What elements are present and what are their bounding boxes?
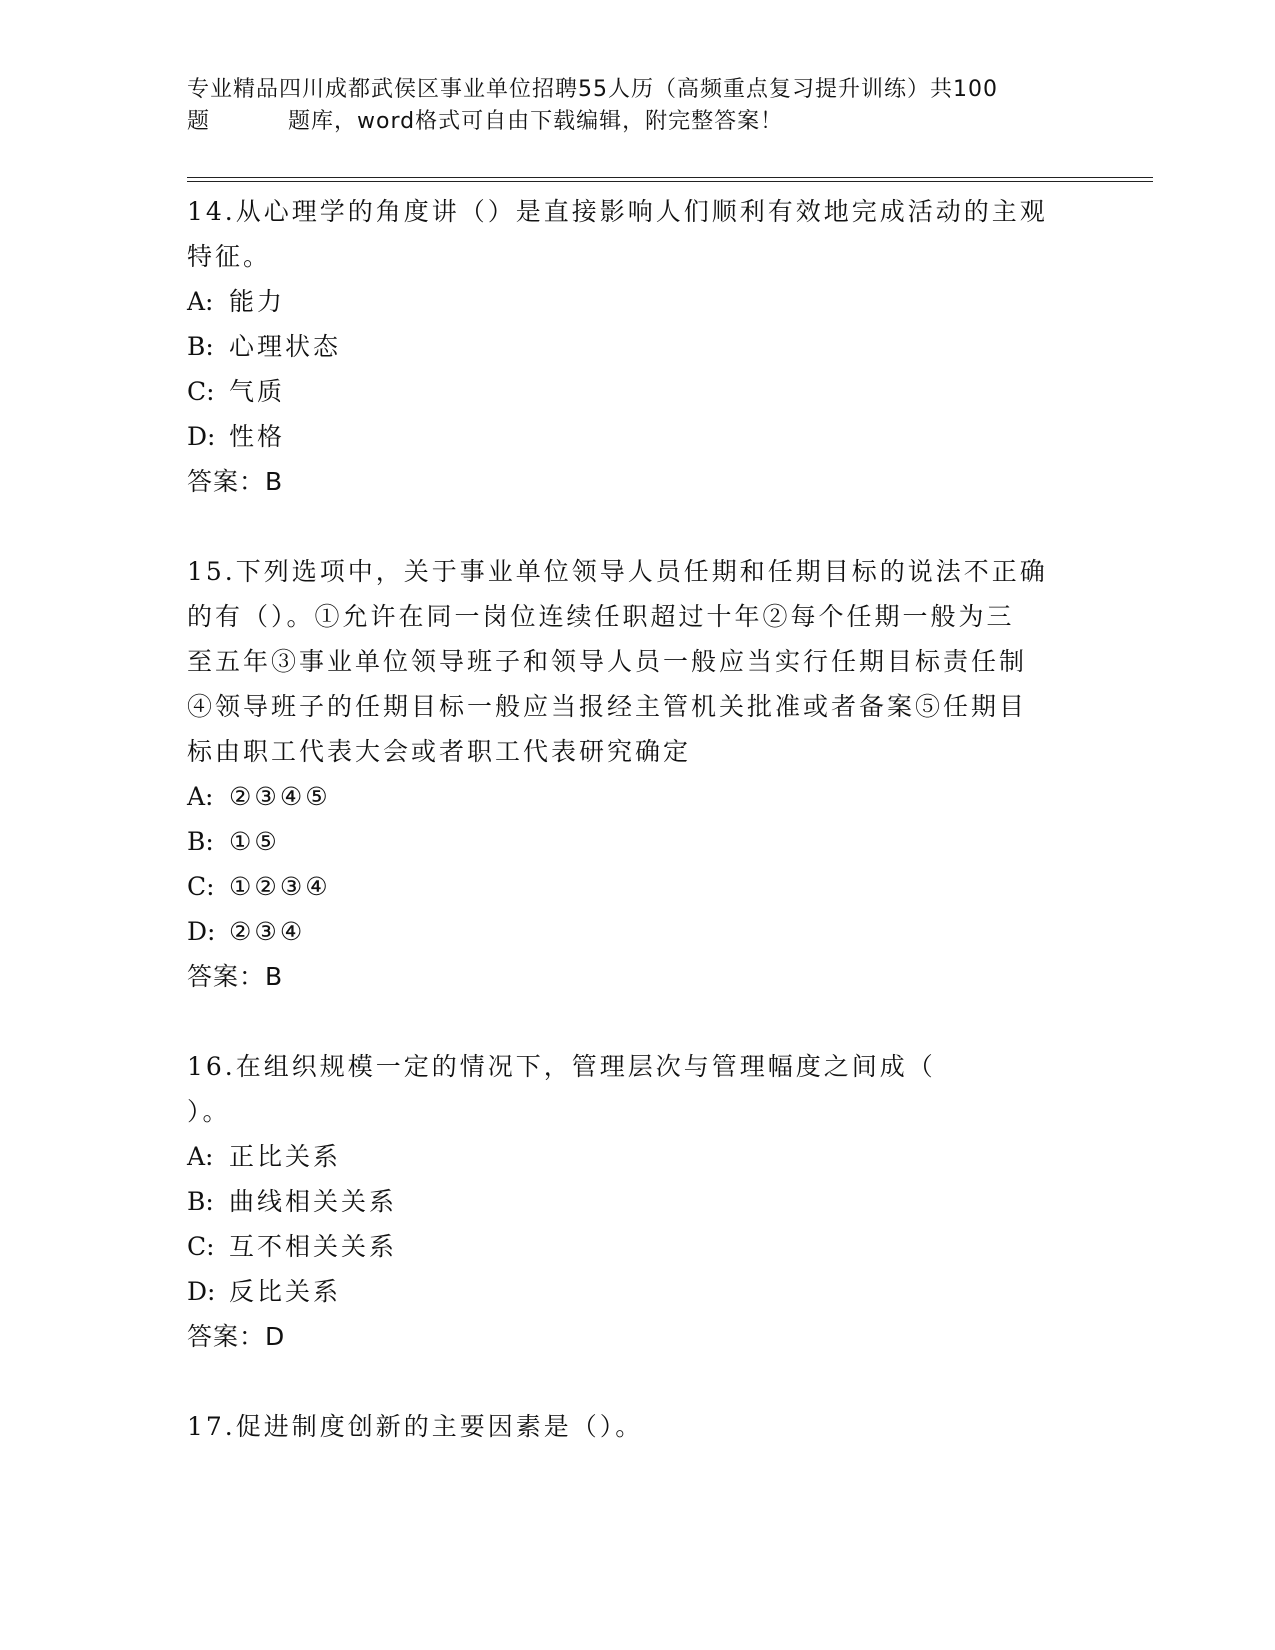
option-text: ①⑤ <box>229 827 280 856</box>
header-line-2-left: 题 <box>187 109 211 134</box>
question-14 <box>187 189 1087 504</box>
question-text-line: 17.促进制度创新的主要因素是（）。 <box>187 1412 644 1441</box>
question-text-line: 16.在组织规模一定的情况下，管理层次与管理幅度之间成（ <box>187 1052 936 1081</box>
question-text-line: 至五年③事业单位领导班子和领导人员一般应当实行任期目标责任制 <box>187 647 1028 676</box>
option-label: D: <box>187 422 216 451</box>
option-c <box>187 369 1087 414</box>
question-list <box>187 189 1087 1449</box>
question-text-line: ④领导班子的任期目标一般应当报经主管机关批准或者备案⑤任期目 <box>187 692 1028 721</box>
question-text-line: 15.下列选项中，关于事业单位领导人员任期和任期目标的说法不正确 <box>187 557 1048 586</box>
option-text: ①②③④ <box>229 872 331 901</box>
question-17 <box>187 1404 1087 1449</box>
option-b <box>187 1179 1087 1224</box>
option-text: 气质 <box>229 377 286 406</box>
option-a <box>187 279 1087 324</box>
option-text: 能力 <box>229 287 286 316</box>
header-divider-top <box>187 177 1153 178</box>
option-text: ②③④ <box>229 917 306 946</box>
option-label: B: <box>187 332 214 361</box>
option-a <box>187 774 1087 819</box>
option-text: 性格 <box>229 422 286 451</box>
option-a <box>187 1134 1087 1179</box>
option-text: 反比关系 <box>229 1277 342 1306</box>
option-label: C: <box>187 872 215 901</box>
header-divider-bottom <box>187 181 1153 182</box>
question-text-line: ）。 <box>187 1097 231 1126</box>
option-c <box>187 1224 1087 1269</box>
document-header <box>187 74 1087 138</box>
option-label: A: <box>187 1142 214 1171</box>
answer: 答案：B <box>187 962 284 991</box>
option-text: 心理状态 <box>229 332 342 361</box>
answer: 答案：D <box>187 1322 286 1351</box>
option-label: C: <box>187 1232 215 1261</box>
option-text: 正比关系 <box>229 1142 342 1171</box>
option-b <box>187 324 1087 369</box>
option-label: D: <box>187 1277 216 1306</box>
header-line-2 <box>187 106 1087 138</box>
option-text: 互不相关关系 <box>229 1232 398 1261</box>
option-text: 曲线相关关系 <box>229 1187 398 1216</box>
header-line-2-right: 题库，word格式可自由下载编辑，附完整答案！ <box>288 109 784 134</box>
option-label: B: <box>187 827 214 856</box>
option-label: C: <box>187 377 215 406</box>
option-label: A: <box>187 287 214 316</box>
option-d <box>187 1269 1087 1314</box>
question-text-line: 14.从心理学的角度讲（）是直接影响人们顺利有效地完成活动的主观 <box>187 197 1048 226</box>
option-b <box>187 819 1087 864</box>
option-text: ②③④⑤ <box>229 782 331 811</box>
question-text-line: 特征。 <box>187 242 272 271</box>
question-15 <box>187 549 1087 999</box>
option-label: A: <box>187 782 214 811</box>
option-d <box>187 909 1087 954</box>
option-d <box>187 414 1087 459</box>
option-label: B: <box>187 1187 214 1216</box>
option-label: D: <box>187 917 216 946</box>
question-text-line: 的有（）。①允许在同一岗位连续任职超过十年②每个任期一般为三 <box>187 602 1015 631</box>
answer: 答案：B <box>187 467 284 496</box>
question-text-line: 标由职工代表大会或者职工代表研究确定 <box>187 737 692 766</box>
header-line-1: 专业精品四川成都武侯区事业单位招聘55人历（高频重点复习提升训练）共100 <box>187 77 998 102</box>
question-16 <box>187 1044 1087 1359</box>
option-c <box>187 864 1087 909</box>
